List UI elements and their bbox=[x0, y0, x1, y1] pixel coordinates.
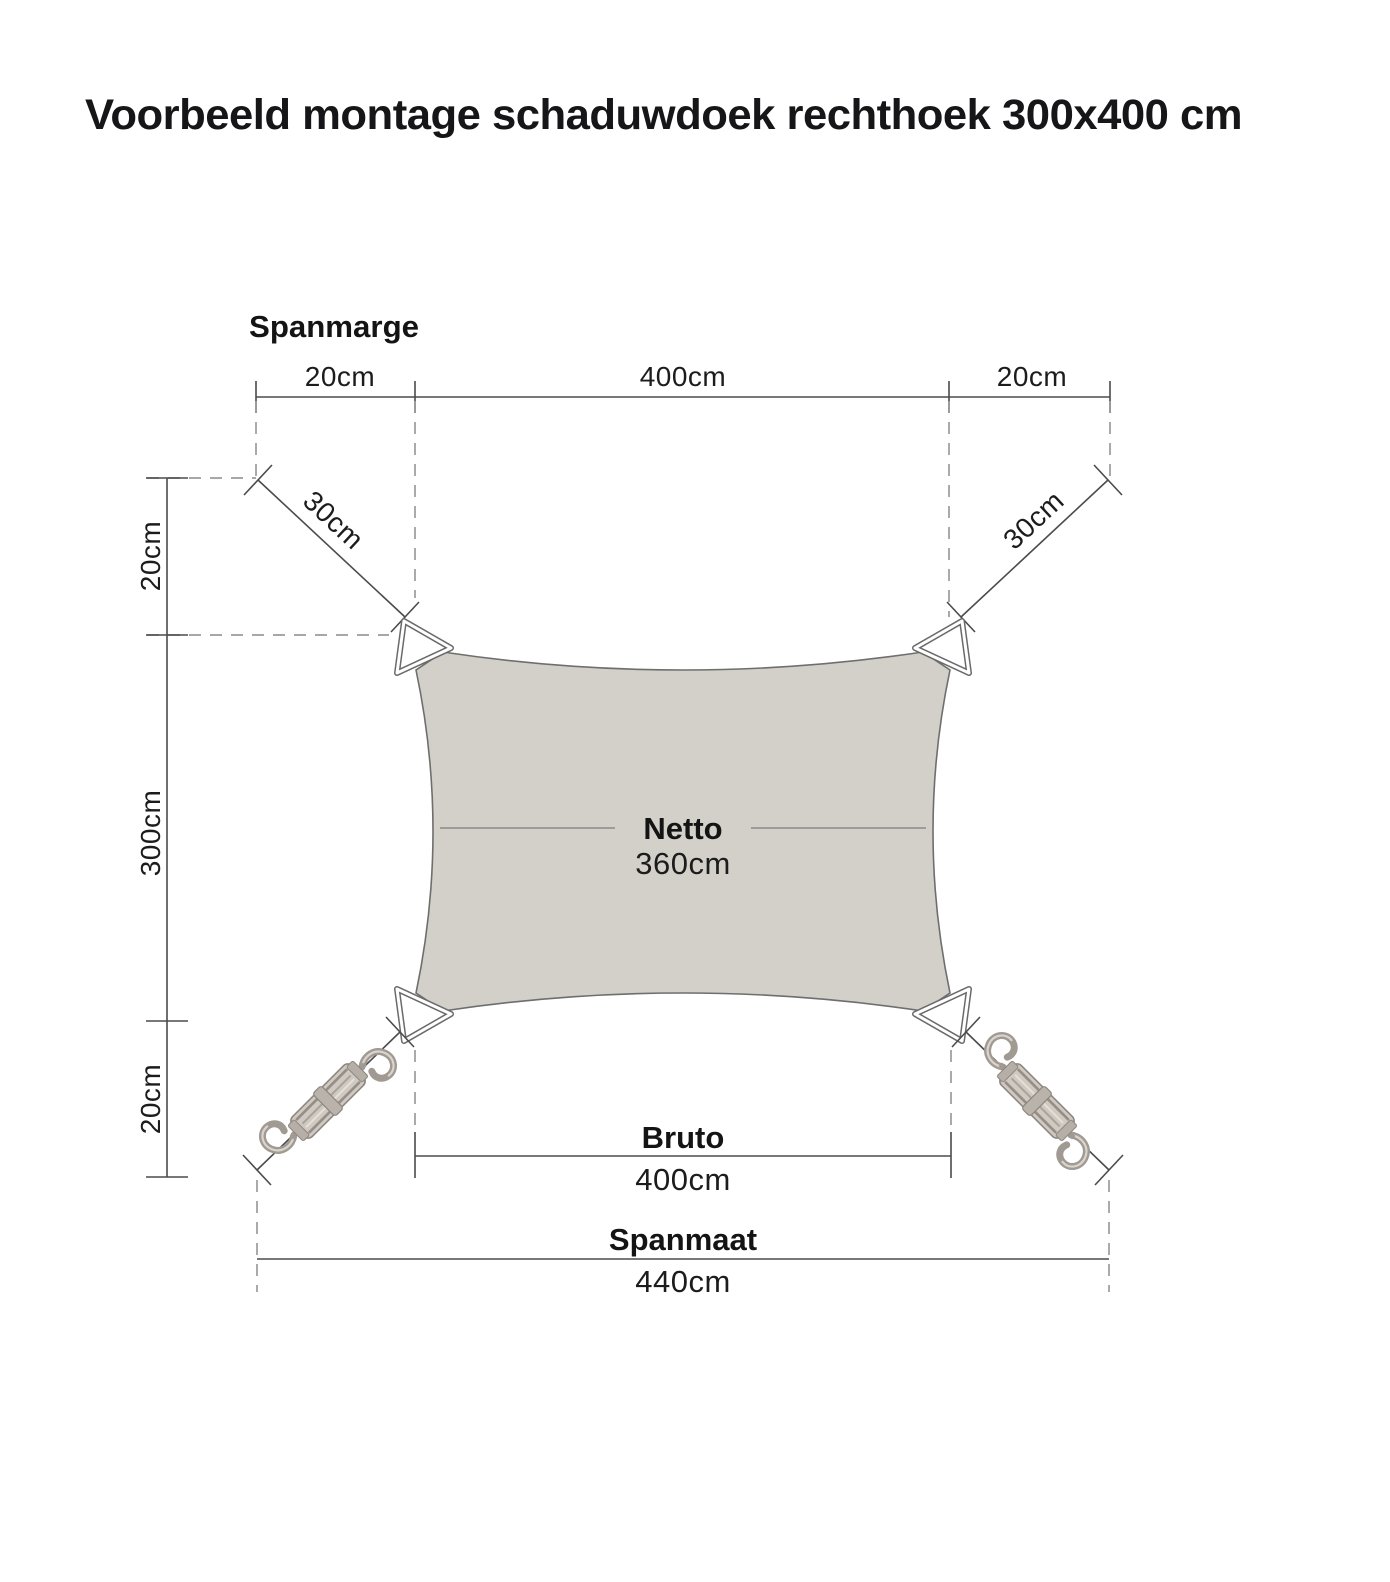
top-right-margin-value: 20cm bbox=[996, 361, 1068, 392]
corner-tension-right-value: 30cm bbox=[997, 484, 1070, 556]
left-top-margin-value: 20cm bbox=[135, 520, 166, 592]
bruto-label: Bruto bbox=[641, 1120, 725, 1155]
left-dimension bbox=[135, 478, 188, 1177]
bruto-value: 400cm bbox=[635, 1162, 731, 1197]
bottom-right-tension bbox=[952, 1017, 1123, 1185]
top-left-margin-value: 20cm bbox=[304, 361, 376, 392]
projection-lines-top bbox=[147, 401, 1110, 635]
corner-tension-left-value: 30cm bbox=[297, 484, 370, 556]
spanmaat-value: 440cm bbox=[635, 1264, 731, 1299]
turnbuckle-icon-right bbox=[966, 1030, 1108, 1172]
netto-value: 360cm bbox=[635, 846, 731, 881]
bottom-left-tension bbox=[243, 1017, 414, 1185]
corner-tension-right-dimension bbox=[947, 465, 1122, 632]
spanmarge-label: Spanmarge bbox=[249, 309, 419, 344]
top-width-value: 400cm bbox=[639, 361, 727, 392]
left-bottom-margin-value: 20cm bbox=[135, 1063, 166, 1135]
spanmaat-dimension bbox=[257, 1222, 1109, 1299]
bruto-dimension bbox=[415, 1120, 951, 1197]
left-height-value: 300cm bbox=[135, 789, 166, 877]
spanmaat-label: Spanmaat bbox=[608, 1222, 758, 1257]
netto-label: Netto bbox=[643, 811, 723, 846]
spanmarge-dimension bbox=[249, 309, 1110, 413]
page-title: Voorbeeld montage schaduwdoek rechthoek 300x400 cm bbox=[85, 91, 1242, 139]
turnbuckle-icon-left bbox=[257, 1030, 399, 1172]
corner-tension-left-dimension bbox=[244, 465, 419, 632]
